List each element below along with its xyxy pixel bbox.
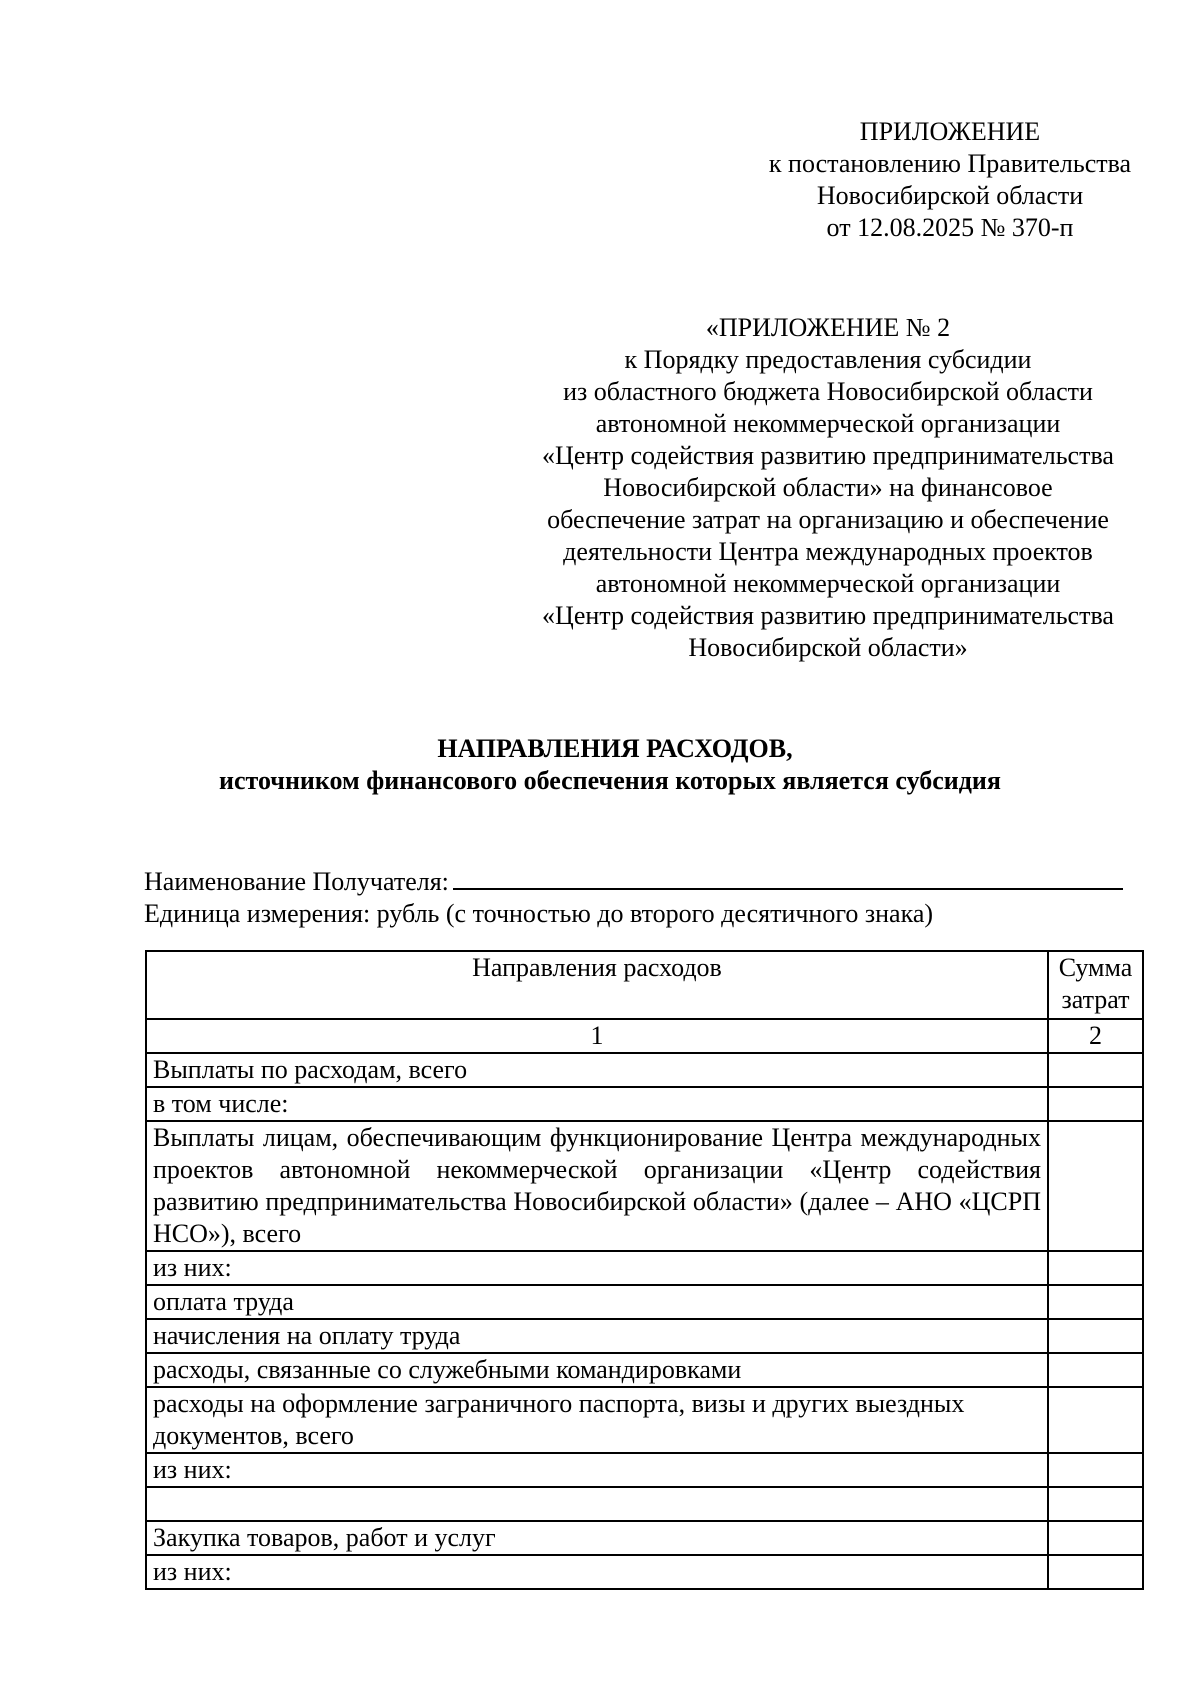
- row-amount: [1048, 1353, 1143, 1387]
- appendix2-line: «ПРИЛОЖЕНИЕ № 2: [705, 313, 951, 342]
- row-label: в том числе:: [146, 1087, 1048, 1121]
- table-row: [146, 1285, 1143, 1319]
- table-row: [146, 1555, 1143, 1589]
- appendix-line: от 12.08.2025 № 370-п: [826, 213, 1074, 242]
- table-row: [146, 1487, 1143, 1521]
- header-amount-line-1: Сумма: [1058, 953, 1133, 982]
- appendix2-line: автономной некоммерческой организации: [595, 569, 1061, 598]
- header-amount: [1048, 951, 1143, 1019]
- table-header-row: [146, 951, 1143, 1019]
- header-directions: Направления расходов: [146, 951, 1048, 1019]
- table-row: [146, 1387, 1143, 1453]
- row-label: начисления на оплату труда: [146, 1319, 1048, 1353]
- header-amount-line-2: затрат: [1061, 985, 1130, 1014]
- table-row: [146, 1053, 1143, 1087]
- document-title: [0, 733, 1200, 797]
- row-amount: [1048, 1053, 1143, 1087]
- table-number-row: [146, 1019, 1143, 1053]
- title-line-2: источником финансового обеспечения которых является субсидия: [219, 766, 1001, 795]
- expenses-table: [145, 950, 1144, 1590]
- appendix2-line: Новосибирской области»: [688, 633, 968, 662]
- table-row: [146, 1087, 1143, 1121]
- appendix-line: к постановлению Правительства: [768, 149, 1132, 178]
- row-label: оплата труда: [146, 1285, 1048, 1319]
- appendix2-line: к Порядку предоставления субсидии: [624, 345, 1032, 374]
- row-label: [146, 1487, 1048, 1521]
- row-label: Выплаты по расходам, всего: [146, 1053, 1048, 1087]
- title-line-1: НАПРАВЛЕНИЯ РАСХОДОВ,: [437, 734, 793, 763]
- col-number-2: 2: [1048, 1019, 1143, 1053]
- col-number-1: 1: [146, 1019, 1048, 1053]
- appendix-line: Новосибирской области: [816, 181, 1084, 210]
- row-amount: [1048, 1121, 1143, 1251]
- row-amount: [1048, 1285, 1143, 1319]
- appendix2-line: «Центр содействия развитию предпринимательства: [542, 601, 1114, 630]
- document-meta: [144, 862, 1144, 930]
- table-row: [146, 1521, 1143, 1555]
- table-row: [146, 1353, 1143, 1387]
- appendix2-line: обеспечение затрат на организацию и обеспечение: [547, 505, 1109, 534]
- appendix2-line: деятельности Центра международных проектов: [563, 537, 1093, 566]
- row-amount: [1048, 1453, 1143, 1487]
- appendix2-line: Новосибирской области» на финансовое: [603, 473, 1053, 502]
- row-amount: [1048, 1251, 1143, 1285]
- row-label: Выплаты лицам, обеспечивающим функционирование Центра международных проектов автономной некоммерческой организации «Центр содействия развитию предпринимательства Новосибирской области» (далее – АНО «ЦСРП НСО»), всего: [146, 1121, 1048, 1251]
- row-amount: [1048, 1319, 1143, 1353]
- row-label: из них:: [146, 1453, 1048, 1487]
- table-row: [146, 1453, 1143, 1487]
- row-amount: [1048, 1555, 1143, 1589]
- row-label: расходы на оформление заграничного паспорта, визы и других выездных документов, всего: [146, 1387, 1048, 1453]
- row-amount: [1048, 1387, 1143, 1453]
- table-row: [146, 1121, 1143, 1251]
- recipient-blank: [453, 862, 1123, 890]
- table-row: [146, 1319, 1143, 1353]
- table-row: [146, 1251, 1143, 1285]
- appendix2-line: из областного бюджета Новосибирской области: [563, 377, 1093, 406]
- row-label: Закупка товаров, работ и услуг: [146, 1521, 1048, 1555]
- row-amount: [1048, 1521, 1143, 1555]
- recipient-line: [144, 862, 1144, 898]
- appendix2-line: автономной некоммерческой организации: [595, 409, 1061, 438]
- row-amount: [1048, 1087, 1143, 1121]
- appendix-line: ПРИЛОЖЕНИЕ: [859, 117, 1041, 146]
- row-amount: [1048, 1487, 1143, 1521]
- row-label: из них:: [146, 1251, 1048, 1285]
- unit-line: Единица измерения: рубль (с точностью до второго десятичного знака): [144, 899, 934, 928]
- row-label: расходы, связанные со служебными командировками: [146, 1353, 1048, 1387]
- recipient-label: Наименование Получателя:: [144, 867, 449, 896]
- appendix-reference: [740, 116, 1160, 244]
- appendix2-line: «Центр содействия развитию предпринимательства: [542, 441, 1114, 470]
- row-label: из них:: [146, 1555, 1048, 1589]
- appendix-2-reference: [498, 312, 1158, 664]
